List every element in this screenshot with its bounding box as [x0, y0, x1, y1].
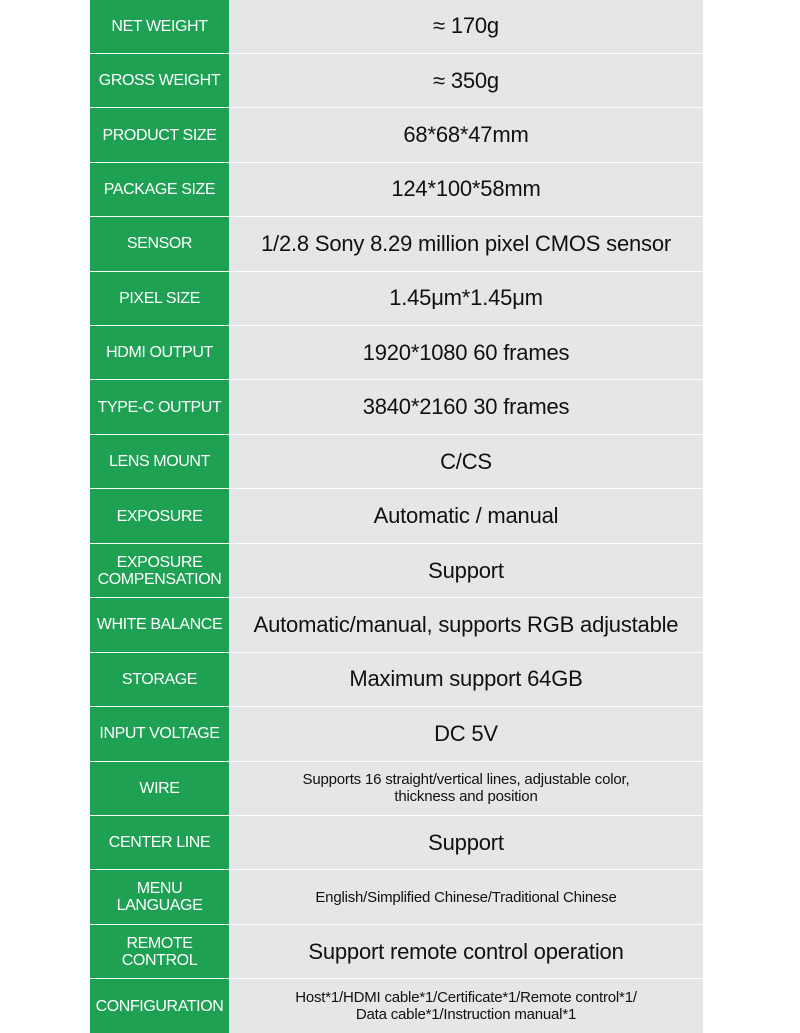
spec-value: 68*68*47mm — [229, 108, 703, 161]
spec-value: 3840*2160 30 frames — [229, 380, 703, 433]
spec-row-exposure — [90, 488, 703, 542]
spec-label: NET WEIGHT — [90, 0, 229, 53]
spec-row-wire — [90, 761, 703, 815]
spec-row-menu-language — [90, 869, 703, 923]
spec-row-sensor — [90, 216, 703, 270]
spec-label: TYPE-C OUTPUT — [90, 380, 229, 433]
spec-row-package-size — [90, 162, 703, 216]
spec-table — [90, 0, 703, 1033]
spec-label: CENTER LINE — [90, 816, 229, 869]
spec-label: PACKAGE SIZE — [90, 163, 229, 216]
spec-label: INPUT VOLTAGE — [90, 707, 229, 760]
spec-value: Host*1/HDMI cable*1/Certificate*1/Remote control*1/ Data cable*1/Instruction manual*1 — [229, 979, 703, 1033]
spec-label: PRODUCT SIZE — [90, 108, 229, 161]
spec-value: Automatic / manual — [229, 489, 703, 542]
spec-row-pixel-size — [90, 271, 703, 325]
spec-value: DC 5V — [229, 707, 703, 760]
spec-label: SENSOR — [90, 217, 229, 270]
spec-label: EXPOSURE COMPENSATION — [90, 544, 229, 597]
spec-value: 1/2.8 Sony 8.29 million pixel CMOS sensor — [229, 217, 703, 270]
spec-row-lens-mount — [90, 434, 703, 488]
spec-row-center-line — [90, 815, 703, 869]
spec-value: 124*100*58mm — [229, 163, 703, 216]
spec-value: ≈ 350g — [229, 54, 703, 107]
spec-row-storage — [90, 652, 703, 706]
spec-value: English/Simplified Chinese/Traditional Chinese — [229, 870, 703, 923]
spec-label: PIXEL SIZE — [90, 272, 229, 325]
spec-label: WIRE — [90, 762, 229, 815]
spec-value: C/CS — [229, 435, 703, 488]
spec-label: STORAGE — [90, 653, 229, 706]
spec-label: REMOTE CONTROL — [90, 925, 229, 978]
spec-label: CONFIGURATION — [90, 979, 229, 1033]
spec-value: Automatic/manual, supports RGB adjustable — [229, 598, 703, 651]
spec-value: Support — [229, 544, 703, 597]
spec-label: GROSS WEIGHT — [90, 54, 229, 107]
spec-value: Supports 16 straight/vertical lines, adjustable color, thickness and position — [229, 762, 703, 815]
spec-label: LENS MOUNT — [90, 435, 229, 488]
spec-row-product-size — [90, 107, 703, 161]
spec-row-input-voltage — [90, 706, 703, 760]
spec-value: ≈ 170g — [229, 0, 703, 53]
spec-row-exposure-compensation — [90, 543, 703, 597]
spec-label: EXPOSURE — [90, 489, 229, 542]
spec-label: MENU LANGUAGE — [90, 870, 229, 923]
spec-label: HDMI OUTPUT — [90, 326, 229, 379]
spec-row-configuration — [90, 978, 703, 1033]
spec-value: 1.45μm*1.45μm — [229, 272, 703, 325]
spec-label: WHITE BALANCE — [90, 598, 229, 651]
spec-value: Support — [229, 816, 703, 869]
spec-row-gross-weight — [90, 53, 703, 107]
spec-row-white-balance — [90, 597, 703, 651]
spec-value: 1920*1080 60 frames — [229, 326, 703, 379]
spec-value: Support remote control operation — [229, 925, 703, 978]
spec-row-type-c-output — [90, 379, 703, 433]
spec-row-net-weight — [90, 0, 703, 53]
spec-row-hdmi-output — [90, 325, 703, 379]
spec-row-remote-control — [90, 924, 703, 978]
spec-value: Maximum support 64GB — [229, 653, 703, 706]
